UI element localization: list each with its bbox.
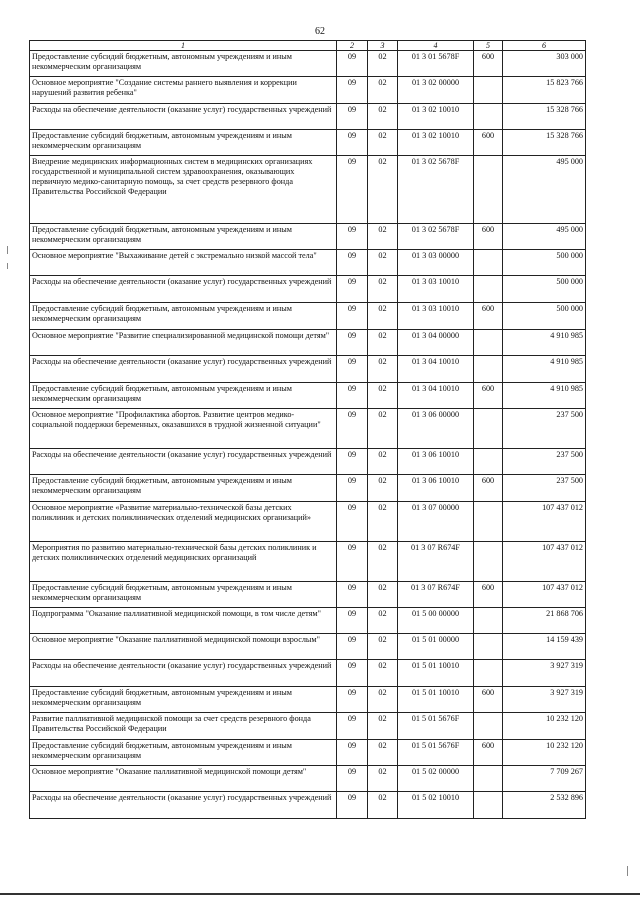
- row-expense-type-cell: [474, 409, 503, 449]
- table-row: [30, 713, 586, 740]
- row-expense-type-cell: [474, 104, 503, 130]
- row-target-article-cell: 01 3 04 10010: [398, 383, 474, 409]
- row-amount-cell: 237 500: [503, 449, 586, 475]
- row-section-cell: 09: [337, 409, 368, 449]
- column-header-amount: 6: [503, 41, 586, 51]
- row-section-cell: 09: [337, 356, 368, 383]
- row-name-cell: Предоставление субсидий бюджетным, автономным учреждениям и иным некоммерческим организациям: [30, 582, 337, 608]
- row-section-cell: 09: [337, 77, 368, 104]
- table-body: [30, 51, 586, 819]
- row-expense-type-cell: [474, 330, 503, 356]
- row-expense-type-cell: 600: [474, 582, 503, 608]
- row-target-article-cell: 01 3 04 00000: [398, 330, 474, 356]
- row-name-cell: Расходы на обеспечение деятельности (оказание услуг) государственных учреждений: [30, 792, 337, 819]
- row-amount-cell: 500 000: [503, 250, 586, 276]
- row-target-article-cell: 01 5 01 10010: [398, 687, 474, 713]
- row-name-cell: Внедрение медицинских информационных систем в медицинских организациях государственной и муниципальной систем здравоохранения, оказывающих первичную медико-санитарную помощь, за счет средств резервного фонда Правительства Российской Федерации: [30, 156, 337, 224]
- row-section-cell: 09: [337, 542, 368, 582]
- row-expense-type-cell: [474, 250, 503, 276]
- row-subsection-cell: 02: [368, 383, 398, 409]
- budget-table: [29, 40, 586, 819]
- row-section-cell: 09: [337, 449, 368, 475]
- row-section-cell: 09: [337, 383, 368, 409]
- row-target-article-cell: 01 3 02 10010: [398, 130, 474, 156]
- row-section-cell: 09: [337, 582, 368, 608]
- row-expense-type-cell: [474, 660, 503, 687]
- row-amount-cell: 10 232 120: [503, 740, 586, 766]
- table-row: [30, 740, 586, 766]
- row-section-cell: 09: [337, 276, 368, 303]
- page-number: 62: [315, 26, 325, 37]
- row-amount-cell: 500 000: [503, 276, 586, 303]
- table-row: [30, 276, 586, 303]
- row-amount-cell: 237 500: [503, 475, 586, 502]
- row-amount-cell: 3 927 319: [503, 687, 586, 713]
- row-target-article-cell: 01 5 02 00000: [398, 766, 474, 792]
- row-subsection-cell: 02: [368, 409, 398, 449]
- row-subsection-cell: 02: [368, 608, 398, 634]
- row-amount-cell: 495 000: [503, 156, 586, 224]
- table-row: [30, 542, 586, 582]
- row-name-cell: Основное мероприятие "Оказание паллиативной медицинской помощи взрослым": [30, 634, 337, 660]
- row-name-cell: Расходы на обеспечение деятельности (оказание услуг) государственных учреждений: [30, 276, 337, 303]
- column-header-section: 2: [337, 41, 368, 51]
- scan-mark: [627, 866, 628, 876]
- row-amount-cell: 495 000: [503, 224, 586, 250]
- row-subsection-cell: 02: [368, 502, 398, 542]
- row-expense-type-cell: [474, 713, 503, 740]
- table-header-row: [30, 41, 586, 51]
- row-section-cell: 09: [337, 660, 368, 687]
- row-target-article-cell: 01 3 07 R674F: [398, 582, 474, 608]
- row-subsection-cell: 02: [368, 449, 398, 475]
- row-subsection-cell: 02: [368, 475, 398, 502]
- row-expense-type-cell: 600: [474, 224, 503, 250]
- row-name-cell: Предоставление субсидий бюджетным, автономным учреждениям и иным некоммерческим организациям: [30, 224, 337, 250]
- row-section-cell: 09: [337, 740, 368, 766]
- row-name-cell: Предоставление субсидий бюджетным, автономным учреждениям и иным некоммерческим организациям: [30, 383, 337, 409]
- row-name-cell: Основное мероприятие "Развитие специализированной медицинской помощи детям": [30, 330, 337, 356]
- row-expense-type-cell: [474, 156, 503, 224]
- row-subsection-cell: 02: [368, 130, 398, 156]
- row-subsection-cell: 02: [368, 792, 398, 819]
- row-target-article-cell: 01 3 06 10010: [398, 475, 474, 502]
- row-section-cell: 09: [337, 51, 368, 77]
- row-name-cell: Подпрограмма "Оказание паллиативной медицинской помощи, в том числе детям": [30, 608, 337, 634]
- row-target-article-cell: 01 5 01 10010: [398, 660, 474, 687]
- row-name-cell: Основное мероприятие "Создание системы раннего выявления и коррекции нарушений развития ребенка": [30, 77, 337, 104]
- row-expense-type-cell: 600: [474, 51, 503, 77]
- row-target-article-cell: 01 3 06 00000: [398, 409, 474, 449]
- table-row: [30, 475, 586, 502]
- row-target-article-cell: 01 3 07 00000: [398, 502, 474, 542]
- table-row: [30, 409, 586, 449]
- row-section-cell: 09: [337, 634, 368, 660]
- row-expense-type-cell: 600: [474, 383, 503, 409]
- row-section-cell: 09: [337, 224, 368, 250]
- row-amount-cell: 4 910 985: [503, 330, 586, 356]
- row-subsection-cell: 02: [368, 330, 398, 356]
- scan-mark: [7, 263, 8, 269]
- page-bottom-rule: [0, 893, 640, 895]
- row-expense-type-cell: [474, 608, 503, 634]
- table-row: [30, 383, 586, 409]
- row-subsection-cell: 02: [368, 250, 398, 276]
- row-name-cell: Расходы на обеспечение деятельности (оказание услуг) государственных учреждений: [30, 104, 337, 130]
- table-row: [30, 77, 586, 104]
- row-subsection-cell: 02: [368, 542, 398, 582]
- row-expense-type-cell: [474, 502, 503, 542]
- row-amount-cell: 2 532 896: [503, 792, 586, 819]
- table-row: [30, 608, 586, 634]
- column-header-expense-type: 5: [474, 41, 503, 51]
- row-target-article-cell: 01 5 00 00000: [398, 608, 474, 634]
- row-section-cell: 09: [337, 766, 368, 792]
- table-row: [30, 130, 586, 156]
- row-subsection-cell: 02: [368, 77, 398, 104]
- row-section-cell: 09: [337, 502, 368, 542]
- table-row: [30, 330, 586, 356]
- row-expense-type-cell: [474, 276, 503, 303]
- row-section-cell: 09: [337, 104, 368, 130]
- row-target-article-cell: 01 3 02 5678F: [398, 156, 474, 224]
- table-row: [30, 303, 586, 330]
- row-name-cell: Предоставление субсидий бюджетным, автономным учреждениям и иным некоммерческим организациям: [30, 130, 337, 156]
- row-subsection-cell: 02: [368, 224, 398, 250]
- row-expense-type-cell: [474, 634, 503, 660]
- row-target-article-cell: 01 5 01 5676F: [398, 713, 474, 740]
- table-row: [30, 792, 586, 819]
- row-amount-cell: 15 328 766: [503, 104, 586, 130]
- row-expense-type-cell: [474, 542, 503, 582]
- row-section-cell: 09: [337, 687, 368, 713]
- row-expense-type-cell: 600: [474, 475, 503, 502]
- row-amount-cell: 15 328 766: [503, 130, 586, 156]
- row-expense-type-cell: 600: [474, 130, 503, 156]
- row-expense-type-cell: [474, 449, 503, 475]
- table-row: [30, 449, 586, 475]
- row-subsection-cell: 02: [368, 303, 398, 330]
- table-row: [30, 634, 586, 660]
- row-amount-cell: 107 437 012: [503, 582, 586, 608]
- row-name-cell: Основное мероприятие "Профилактика абортов. Развитие центров медико-социальной поддержки беременных, оказавшихся в трудной жизненной ситуации": [30, 409, 337, 449]
- row-section-cell: 09: [337, 250, 368, 276]
- row-amount-cell: 14 159 439: [503, 634, 586, 660]
- row-subsection-cell: 02: [368, 156, 398, 224]
- table-row: [30, 156, 586, 224]
- column-header-target-article: 4: [398, 41, 474, 51]
- row-name-cell: Предоставление субсидий бюджетным, автономным учреждениям и иным некоммерческим организациям: [30, 51, 337, 77]
- row-expense-type-cell: [474, 766, 503, 792]
- row-section-cell: 09: [337, 713, 368, 740]
- row-subsection-cell: 02: [368, 687, 398, 713]
- table-row: [30, 104, 586, 130]
- row-expense-type-cell: [474, 356, 503, 383]
- row-name-cell: Основное мероприятие "Оказание паллиативной медицинской помощи детям": [30, 766, 337, 792]
- row-target-article-cell: 01 3 03 10010: [398, 276, 474, 303]
- table-row: [30, 687, 586, 713]
- row-amount-cell: 7 709 267: [503, 766, 586, 792]
- row-subsection-cell: 02: [368, 660, 398, 687]
- row-subsection-cell: 02: [368, 356, 398, 383]
- row-section-cell: 09: [337, 330, 368, 356]
- row-section-cell: 09: [337, 792, 368, 819]
- row-section-cell: 09: [337, 156, 368, 224]
- row-name-cell: Основное мероприятие "Выхаживание детей с экстремально низкой массой тела": [30, 250, 337, 276]
- row-name-cell: Развитие паллиативной медицинской помощи за счет средств резервного фонда Правительства Российской Федерации: [30, 713, 337, 740]
- row-target-article-cell: 01 3 02 10010: [398, 104, 474, 130]
- row-subsection-cell: 02: [368, 713, 398, 740]
- row-amount-cell: 107 437 012: [503, 542, 586, 582]
- row-name-cell: Основное мероприятие «Развитие материально-технической базы детских поликлиник и детских поликлинических отделений медицинских организаций»: [30, 502, 337, 542]
- row-amount-cell: 3 927 319: [503, 660, 586, 687]
- table-row: [30, 51, 586, 77]
- row-expense-type-cell: 600: [474, 303, 503, 330]
- row-amount-cell: 500 000: [503, 303, 586, 330]
- row-target-article-cell: 01 3 03 10010: [398, 303, 474, 330]
- scan-mark: [7, 246, 8, 254]
- row-amount-cell: 4 910 985: [503, 383, 586, 409]
- table-row: [30, 250, 586, 276]
- row-section-cell: 09: [337, 608, 368, 634]
- row-name-cell: Предоставление субсидий бюджетным, автономным учреждениям и иным некоммерческим организациям: [30, 740, 337, 766]
- row-amount-cell: 10 232 120: [503, 713, 586, 740]
- row-target-article-cell: 01 3 03 00000: [398, 250, 474, 276]
- row-name-cell: Предоставление субсидий бюджетным, автономным учреждениям и иным некоммерческим организациям: [30, 303, 337, 330]
- row-amount-cell: 21 868 706: [503, 608, 586, 634]
- row-subsection-cell: 02: [368, 276, 398, 303]
- column-header-name: 1: [30, 41, 337, 51]
- row-name-cell: Мероприятия по развитию материально-технической базы детских поликлиник и детских поликлинических отделений медицинских организаций: [30, 542, 337, 582]
- table-row: [30, 582, 586, 608]
- row-expense-type-cell: [474, 77, 503, 104]
- table-row: [30, 224, 586, 250]
- row-name-cell: Расходы на обеспечение деятельности (оказание услуг) государственных учреждений: [30, 660, 337, 687]
- row-amount-cell: 237 500: [503, 409, 586, 449]
- column-header-subsection: 3: [368, 41, 398, 51]
- row-subsection-cell: 02: [368, 740, 398, 766]
- row-section-cell: 09: [337, 475, 368, 502]
- row-name-cell: Предоставление субсидий бюджетным, автономным учреждениям и иным некоммерческим организациям: [30, 475, 337, 502]
- row-subsection-cell: 02: [368, 104, 398, 130]
- row-expense-type-cell: 600: [474, 740, 503, 766]
- row-amount-cell: 303 000: [503, 51, 586, 77]
- row-subsection-cell: 02: [368, 582, 398, 608]
- row-target-article-cell: 01 5 01 00000: [398, 634, 474, 660]
- row-expense-type-cell: 600: [474, 687, 503, 713]
- row-amount-cell: 4 910 985: [503, 356, 586, 383]
- row-name-cell: Расходы на обеспечение деятельности (оказание услуг) государственных учреждений: [30, 356, 337, 383]
- table-row: [30, 502, 586, 542]
- row-name-cell: Предоставление субсидий бюджетным, автономным учреждениям и иным некоммерческим организациям: [30, 687, 337, 713]
- row-subsection-cell: 02: [368, 634, 398, 660]
- row-target-article-cell: 01 3 02 5678F: [398, 224, 474, 250]
- row-target-article-cell: 01 3 02 00000: [398, 77, 474, 104]
- row-section-cell: 09: [337, 303, 368, 330]
- row-target-article-cell: 01 3 07 R674F: [398, 542, 474, 582]
- row-target-article-cell: 01 3 04 10010: [398, 356, 474, 383]
- row-target-article-cell: 01 5 02 10010: [398, 792, 474, 819]
- row-name-cell: Расходы на обеспечение деятельности (оказание услуг) государственных учреждений: [30, 449, 337, 475]
- row-target-article-cell: 01 3 01 5678F: [398, 51, 474, 77]
- row-amount-cell: 107 437 012: [503, 502, 586, 542]
- row-target-article-cell: 01 3 06 10010: [398, 449, 474, 475]
- row-target-article-cell: 01 5 01 5676F: [398, 740, 474, 766]
- table-row: [30, 356, 586, 383]
- row-subsection-cell: 02: [368, 51, 398, 77]
- row-subsection-cell: 02: [368, 766, 398, 792]
- table-row: [30, 660, 586, 687]
- row-amount-cell: 15 823 766: [503, 77, 586, 104]
- row-expense-type-cell: [474, 792, 503, 819]
- row-section-cell: 09: [337, 130, 368, 156]
- table-row: [30, 766, 586, 792]
